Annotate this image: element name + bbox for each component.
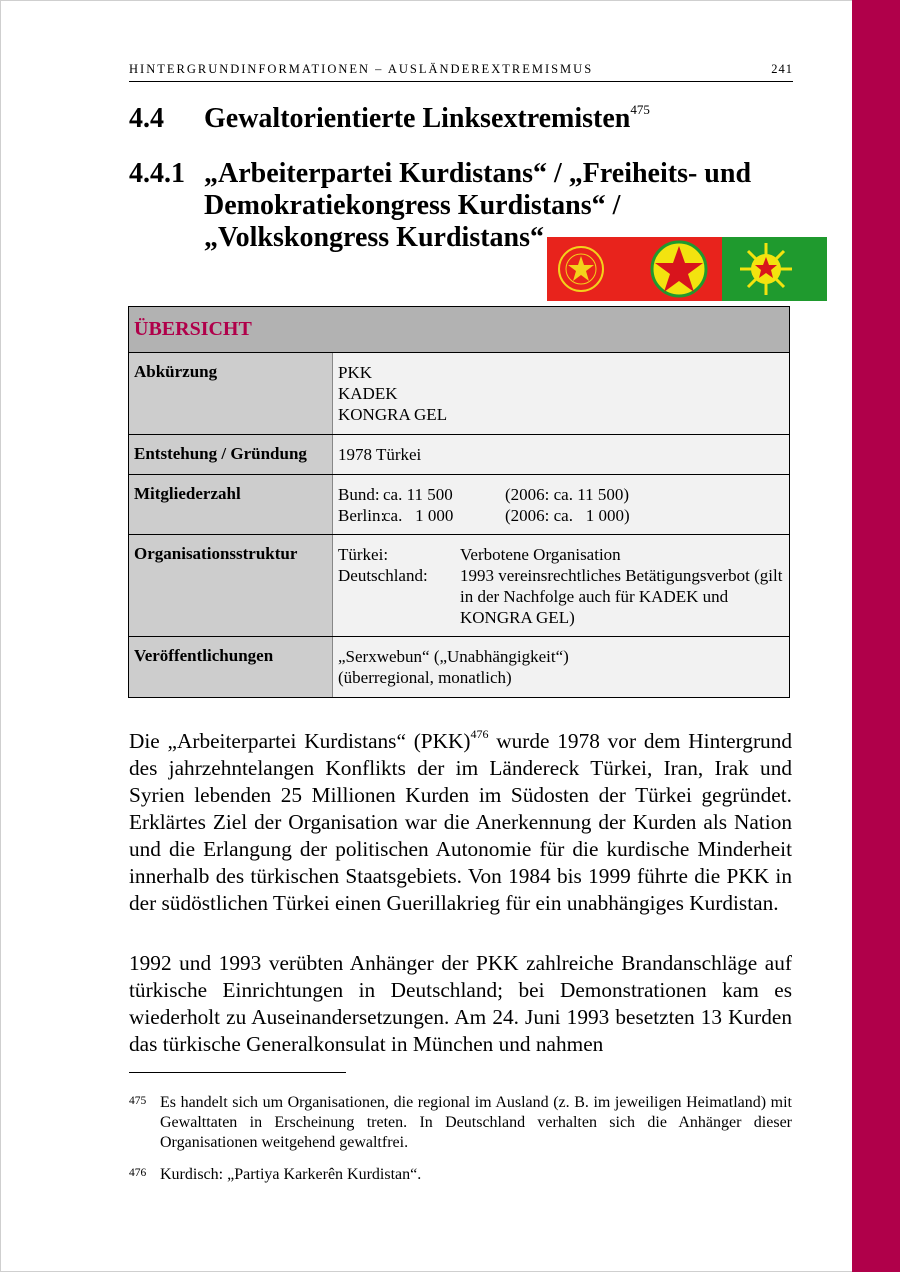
body-paragraph-1: [129, 721, 792, 917]
abbreviation-item: KADEK: [338, 384, 398, 403]
structure-status: Verbotene Organisation: [460, 545, 621, 564]
organization-flags: [547, 237, 827, 301]
section-footnote-ref[interactable]: 475: [630, 102, 650, 117]
founding-label: Entstehung / Gründung: [129, 435, 333, 475]
members-count: ca. 1 000: [383, 506, 454, 525]
publications-label: Veröffentlichungen: [129, 637, 333, 698]
founding-value: 1978 Türkei: [333, 435, 790, 475]
members-previous: (2006: ca. 1 000): [505, 506, 630, 525]
members-label: Mitgliederzahl: [129, 475, 333, 535]
publications-value: [333, 637, 790, 698]
members-value: [333, 475, 790, 535]
abbreviation-value: [333, 353, 790, 435]
members-count: ca. 11 500: [383, 485, 453, 504]
members-row-federal: [338, 484, 785, 505]
footnote-divider: [129, 1072, 346, 1073]
footnote-number: 476: [129, 1167, 147, 1179]
subsection-title: „Arbeiterpartei Kurdistans“ / „Freiheits- und Demokratiekongress Kurdistans“ / „Volkskongress Kurdistans“: [204, 158, 752, 253]
members-place: Berlin:: [338, 506, 386, 525]
publication-frequency: (überregional, monatlich): [338, 668, 512, 687]
members-row-berlin: [338, 505, 785, 526]
members-previous: (2006: ca. 11 500): [505, 485, 630, 504]
pkk-flag: [547, 237, 637, 301]
footnote-ref-476[interactable]: 476: [470, 727, 489, 741]
section-heading: [129, 102, 650, 135]
footnote-text: Kurdisch: „Partiya Karkerên Kurdistan“.: [160, 1166, 422, 1183]
body-paragraph-2: 1992 und 1993 verübten Anhänger der PKK zahlreiche Brandanschläge auf türkische Einrichtungen in Deutschland; bei Demonstrationen kam es wiederholt zu Auseinandersetzungen. Am 24. Juni 1993 besetzten 13 Kurden das türkische Generalkonsulat in München und nahmen: [129, 951, 792, 1056]
footnote-476: [129, 1165, 792, 1185]
section-number: 4.4: [129, 103, 164, 134]
structure-value: [333, 535, 790, 637]
structure-label: Organisationsstruktur: [129, 535, 333, 637]
overview-table: [128, 306, 790, 698]
members-place: Bund:: [338, 485, 380, 504]
running-header-title: HINTERGRUNDINFORMATIONEN – AUSLÄNDEREXTREMISMUS: [129, 62, 594, 76]
overview-heading: ÜBERSICHT: [129, 307, 790, 353]
running-header: [129, 62, 793, 82]
body-paragraph-1-start: Die „Arbeiterpartei Kurdistans“ (PKK): [129, 729, 471, 753]
footnote-text: Es handelt sich um Organisationen, die regional im Ausland (z. B. im jeweiligen Heimatland) mit Gewalttaten in Erscheinung treten. In Deutschland verhalten sich die Anhänger dieser Organisationen weitgehend gewaltfrei.: [160, 1094, 792, 1151]
section-title: Gewaltorientierte Linksextremisten: [204, 103, 631, 134]
footnote-475: [129, 1093, 792, 1153]
structure-place: Türkei:: [338, 545, 389, 564]
abbreviation-item: PKK: [338, 363, 373, 382]
kadek-flag: [637, 237, 722, 301]
structure-status: 1993 vereinsrechtliches Betätigungsverbot (gilt in der Nachfolge auch für KADEK und KONGRA GEL): [460, 566, 783, 627]
footnote-number: 475: [129, 1095, 147, 1107]
kongra-gel-flag: [722, 237, 827, 301]
structure-row-turkey: [338, 544, 785, 565]
abbreviation-item: KONGRA GEL: [338, 405, 448, 424]
body-paragraph-1-rest: wurde 1978 vor dem Hintergrund des jahrzehntelangen Konflikts der im Ländereck Türkei, Iran, Irak und Syrien lebenden 25 Millionen Kurden im Südosten der Türkei gegründet. Erklärtes Ziel der Organisation war die Anerkennung der Kurden als Nation und die Erlangung der politischen Autonomie für die kurdische Minderheit innerhalb des türkischen Staatsgebiets. Von 1984 bis 1999 führte die PKK in der südöstlichen Türkei einen Guerillakrieg für ein unabhängiges Kurdistan.: [129, 729, 792, 915]
chapter-side-bar: [852, 0, 900, 1272]
structure-row-germany: [338, 565, 785, 628]
page-number: 241: [771, 62, 793, 76]
publication-title: „Serxwebun“ („Unabhängigkeit“): [338, 647, 569, 666]
subsection-number: 4.4.1: [129, 158, 185, 189]
abbreviation-label: Abkürzung: [129, 353, 333, 435]
structure-place: Deutschland:: [338, 566, 428, 585]
